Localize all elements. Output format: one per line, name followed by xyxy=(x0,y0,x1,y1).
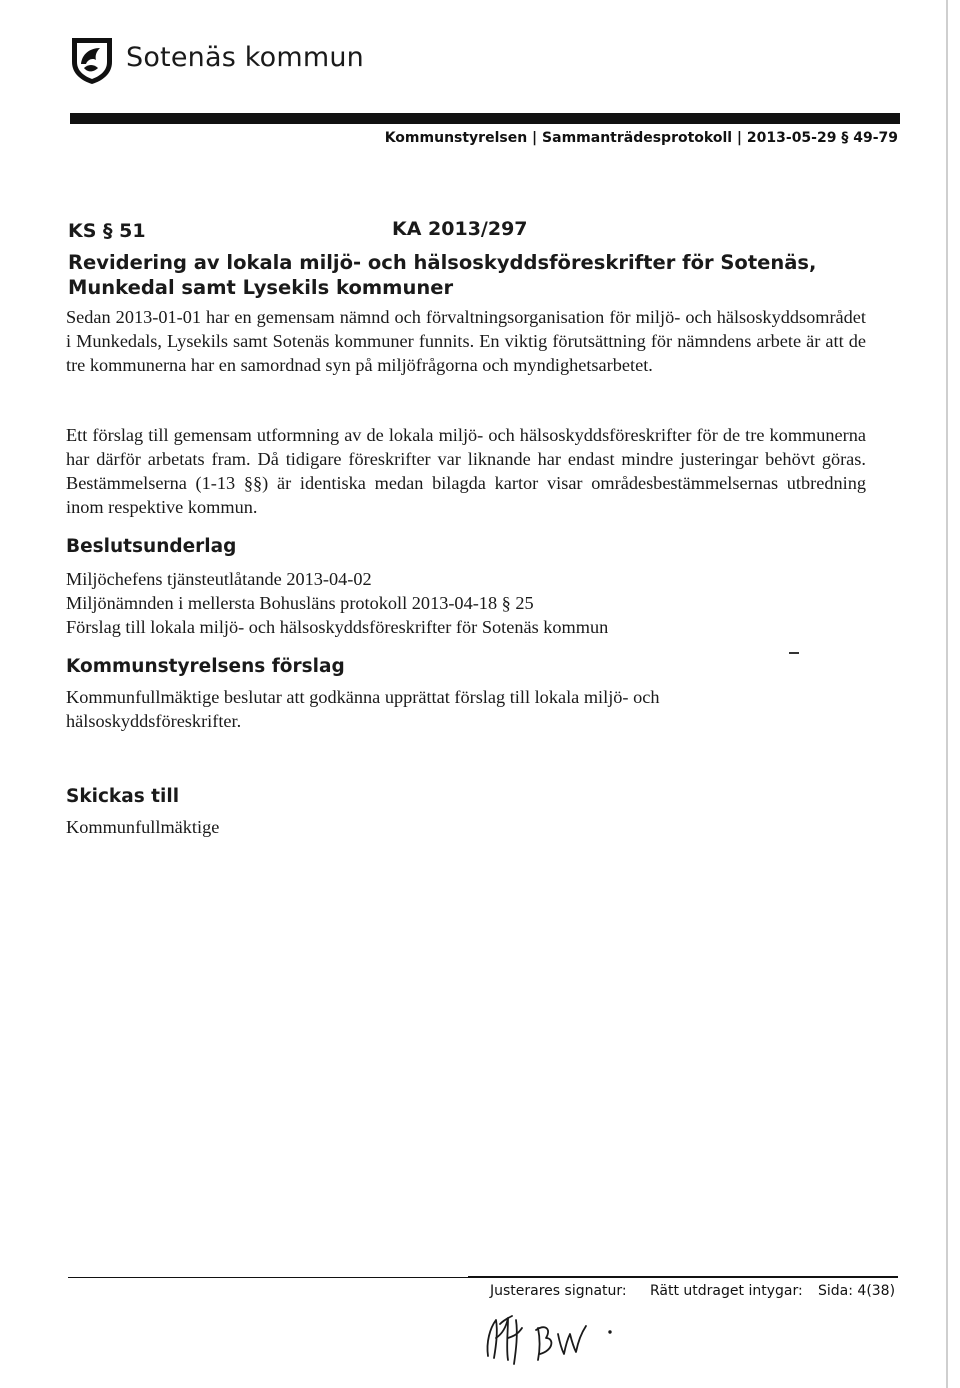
header-rule xyxy=(70,113,900,124)
municipal-crest-icon xyxy=(66,34,118,86)
page-number: Sida: 4(38) xyxy=(818,1283,896,1299)
organization-name: Sotenäs kommun xyxy=(126,42,364,73)
body-paragraph: Ett förslag till gemensam utformning av de lokala miljö- och hälsoskyddsföreskrifter för de tre kommunerna har därför arbetats fram. Då tidigare föreskrifter var liknande har endast mindre justeringar behövt göras. Bestämmelserna (1-13 §§) är identiska medan bilagda kartor visar områdesbestämmelsernas utbredning inom respektive kommun. xyxy=(66,425,866,517)
body-paragraph: Sedan 2013-01-01 har en gemensam nämnd och förvaltningsorganisation för miljö- och hälsoskyddsområdet i Munkedals, Lysekils samt Sotenäs kommuner funnits. En viktig förutsättning för nämndens arbete är att de tre kommunerna har en samordnad syn på miljöfrågorna och myndighetsarbetet. xyxy=(66,307,866,375)
protocol-meta: Kommunstyrelsen | Sammanträdesprotokoll | 2013-05-29 § 49-79 xyxy=(384,130,898,146)
list-item: Förslag till lokala miljö- och hälsoskyddsföreskrifter för Sotenäs kommun xyxy=(66,617,609,637)
section-heading: Skickas till xyxy=(66,786,180,807)
case-title xyxy=(68,250,898,300)
document-list xyxy=(66,567,608,639)
section-heading: Beslutsunderlag xyxy=(66,536,237,557)
case-number: KA 2013/297 xyxy=(392,218,528,240)
footer-rule xyxy=(468,1276,898,1278)
recipient: Kommunfullmäktige xyxy=(66,817,220,837)
proposal-text: Kommunfullmäktige beslutar att godkänna upprättat förslag till lokala miljö- och hälsoskyddsföreskrifter. xyxy=(66,687,660,731)
signature-label: Justerares signatur: xyxy=(490,1283,627,1299)
section-heading: Kommunstyrelsens förslag xyxy=(66,656,345,677)
list-item: Miljönämnden i mellersta Bohusläns protokoll 2013-04-18 § 25 xyxy=(66,593,534,613)
handwritten-signature xyxy=(478,1298,638,1370)
scan-edge xyxy=(946,0,948,1388)
section-id: KS § 51 xyxy=(68,220,146,242)
case-title-line: Munkedal samt Lysekils kommuner xyxy=(68,276,454,299)
case-title-line: Revidering av lokala miljö- och hälsoskyddsföreskrifter för Sotenäs, xyxy=(68,251,817,274)
margin-mark xyxy=(789,652,799,654)
footer-rule xyxy=(68,1277,468,1278)
list-item: Miljöchefens tjänsteutlåtande 2013-04-02 xyxy=(66,569,372,589)
certified-label: Rätt utdraget intygar: xyxy=(650,1283,803,1299)
